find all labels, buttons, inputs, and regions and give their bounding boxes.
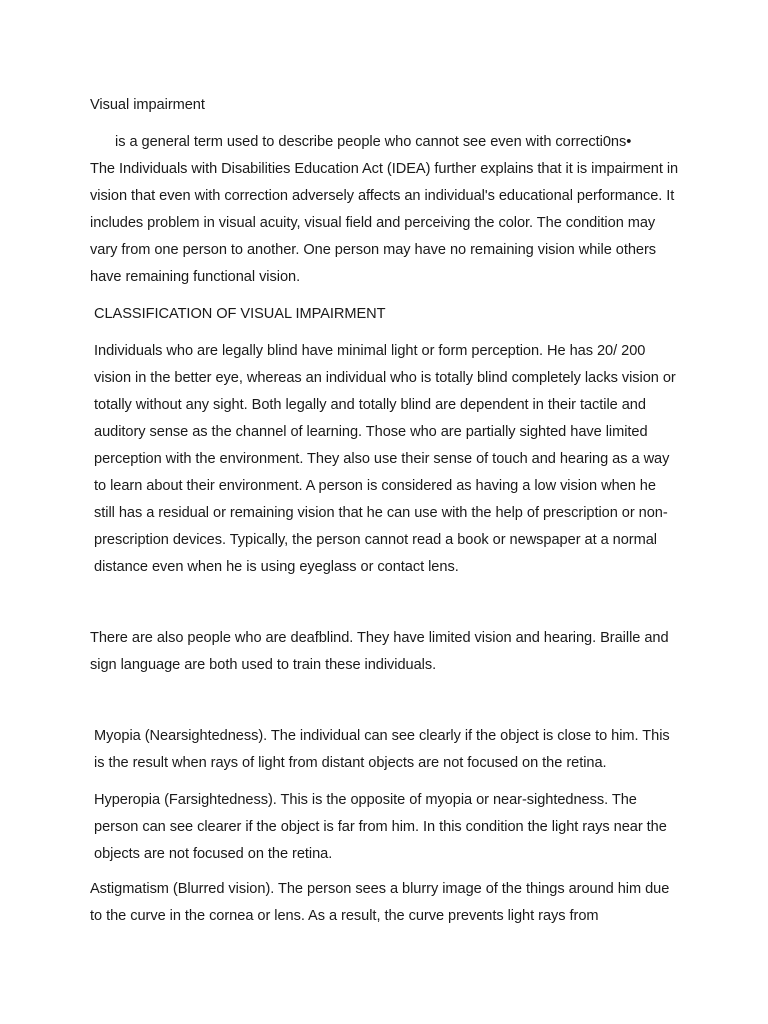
document-body: [90, 92, 680, 930]
myopia-paragraph: Myopia (Nearsightedness). The individual can see clearly if the object is close to him. This is the result when rays of light from distant objects are not focused on the retina.: [94, 728, 670, 771]
intro-block: [90, 129, 680, 291]
deafblind-paragraph: There are also people who are deafblind. They have limited vision and hearing. Braille and sign language are both used to train these individuals.: [90, 630, 669, 673]
intro-first-text: is a general term used to describe people who cannot see even with correcti0ns•: [115, 134, 632, 150]
classification-heading: CLASSIFICATION OF VISUAL IMPAIRMENT: [94, 306, 386, 322]
intro-paragraph: The Individuals with Disabilities Education Act (IDEA) further explains that it is impairment in vision that even with correction adversely affects an individual's educational performance. It includes problem in visual acuity, visual field and perceiving the color. The condition may vary from one person to another. One person may have no remaining vision while others have remaining functional vision.: [90, 161, 679, 285]
document-title: Visual impairment: [90, 97, 205, 113]
classification-paragraph: Individuals who are legally blind have minimal light or form perception. He has 20/ 200 vision in the better eye, whereas an individual who is totally blind completely lacks vision or totally without any sight. Both legally and totally blind are dependent in their tactile and auditory sense as the channel of learning. Those who are partially sighted have limited perception with the environment. They also use their sense of touch and hearing as a way to learn about their environment. A person is considered as having a low vision when he still has a residual or remaining vision that he can use with the help of prescription or non-prescription devices. Typically, the person cannot read a book or newspaper at a normal distance even when he is using eyeglass or contact lens.: [94, 343, 676, 575]
hyperopia-paragraph: Hyperopia (Farsightedness). This is the opposite of myopia or near-sightedness. The person can see clearer if the object is far from him. In this condition the light rays near the objects are not focused on the retina.: [94, 792, 667, 862]
intro-first-line: [90, 129, 680, 156]
astigmatism-paragraph: Astigmatism (Blurred vision). The person sees a blurry image of the things around him due to the curve in the cornea or lens. As a result, the curve prevents light rays from: [90, 881, 670, 924]
